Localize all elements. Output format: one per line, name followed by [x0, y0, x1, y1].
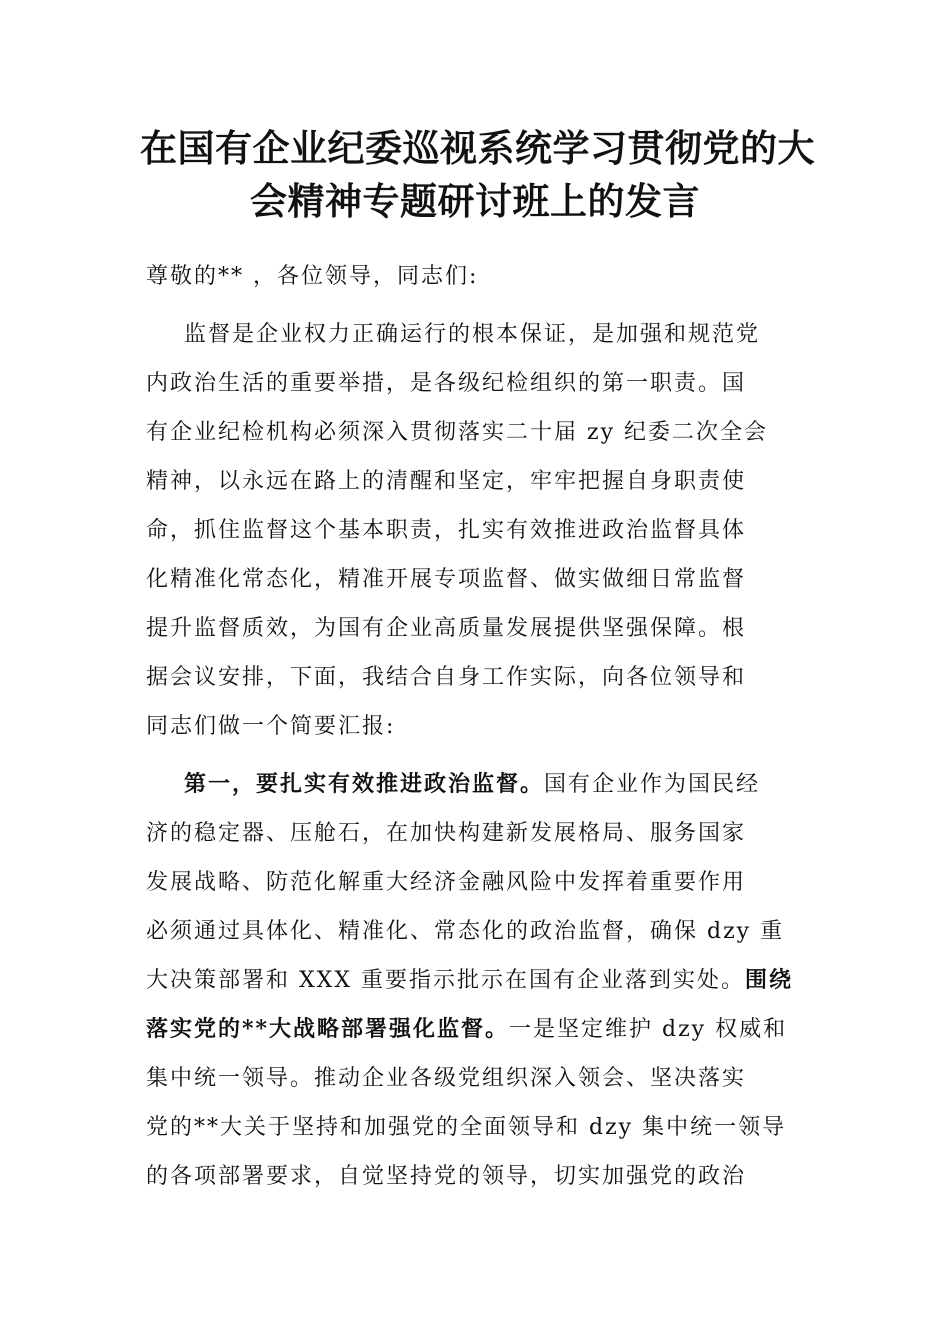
- subheading-part: 围绕: [744, 967, 793, 993]
- paragraph-1-line: 据会议安排，下面，我结合自身工作实际，向各位领导和: [146, 665, 747, 690]
- paragraph-2-line: 的各项部署要求，自觉坚持党的领导，切实加强党的政治: [146, 1164, 747, 1189]
- paragraph-1-line: 命，抓住监督这个基本职责，扎实有效推进政治监督具体: [146, 518, 747, 543]
- paragraph-2-text: 国有企业作为国民经: [544, 772, 761, 797]
- title-line-2: 会精神专题研讨班上的发言: [250, 179, 700, 223]
- paragraph-2-line: [146, 956, 810, 1005]
- document-title: [140, 122, 815, 228]
- paragraph-gap: [146, 751, 810, 760]
- paragraph-2-line: 集中统一领导。推动企业各级党组织深入领会、坚决落实: [146, 1066, 747, 1091]
- paragraph-2-line: 党的**大关于坚持和加强党的全面领导和 dzy 集中统一领导: [146, 1115, 787, 1140]
- paragraph-1-line: 内政治生活的重要举措，是各级纪检组织的第一职责。国: [146, 371, 747, 396]
- title-line-1: 在国有企业纪委巡视系统学习贯彻党的大: [140, 126, 815, 170]
- section-heading: 第一，要扎实有效推进政治监督。: [184, 771, 545, 797]
- paragraph-1-line: 提升监督质效，为国有企业高质量发展提供坚强保障。根: [146, 616, 747, 641]
- paragraph-1-line: 有企业纪检机构必须深入贯彻落实二十届 zy 纪委二次全会: [146, 420, 769, 445]
- paragraph-2-line: 济的稳定器、压舱石，在加快构建新发展格局、服务国家: [146, 821, 747, 846]
- paragraph-1: [146, 310, 810, 751]
- subheading-part: 落实党的**大战略部署强化监督。: [146, 1016, 510, 1042]
- salutation: 尊敬的** ，各位领导，同志们:: [146, 264, 479, 289]
- paragraph-2-text: 大决策部署和 XXX 重要指示批示在国有企业落到实处。: [146, 968, 745, 993]
- paragraph-1-line: 监督是企业权力正确运行的根本保证，是加强和规范党: [184, 322, 761, 347]
- paragraph-2-line: [146, 1005, 810, 1054]
- paragraph-1-line: 精神，以永远在路上的清醒和坚定，牢牢把握自身职责使: [146, 469, 747, 494]
- paragraph-gap: [146, 301, 810, 310]
- paragraph-2: [146, 760, 810, 1201]
- paragraph-2-line: 发展战略、防范化解重大经济金融风险中发挥着重要作用: [146, 870, 747, 895]
- paragraph-2-text: 一是坚定维护 dzy 权威和: [509, 1017, 788, 1042]
- paragraph-2-line: [146, 760, 810, 809]
- document-body: [146, 252, 810, 1201]
- paragraph-1-line: 同志们做一个简要汇报:: [146, 714, 396, 739]
- paragraph-1-line: 化精准化常态化，精准开展专项监督、做实做细日常监督: [146, 567, 747, 592]
- paragraph-2-line: 必须通过具体化、精准化、常态化的政治监督，确保 dzy 重: [146, 919, 785, 944]
